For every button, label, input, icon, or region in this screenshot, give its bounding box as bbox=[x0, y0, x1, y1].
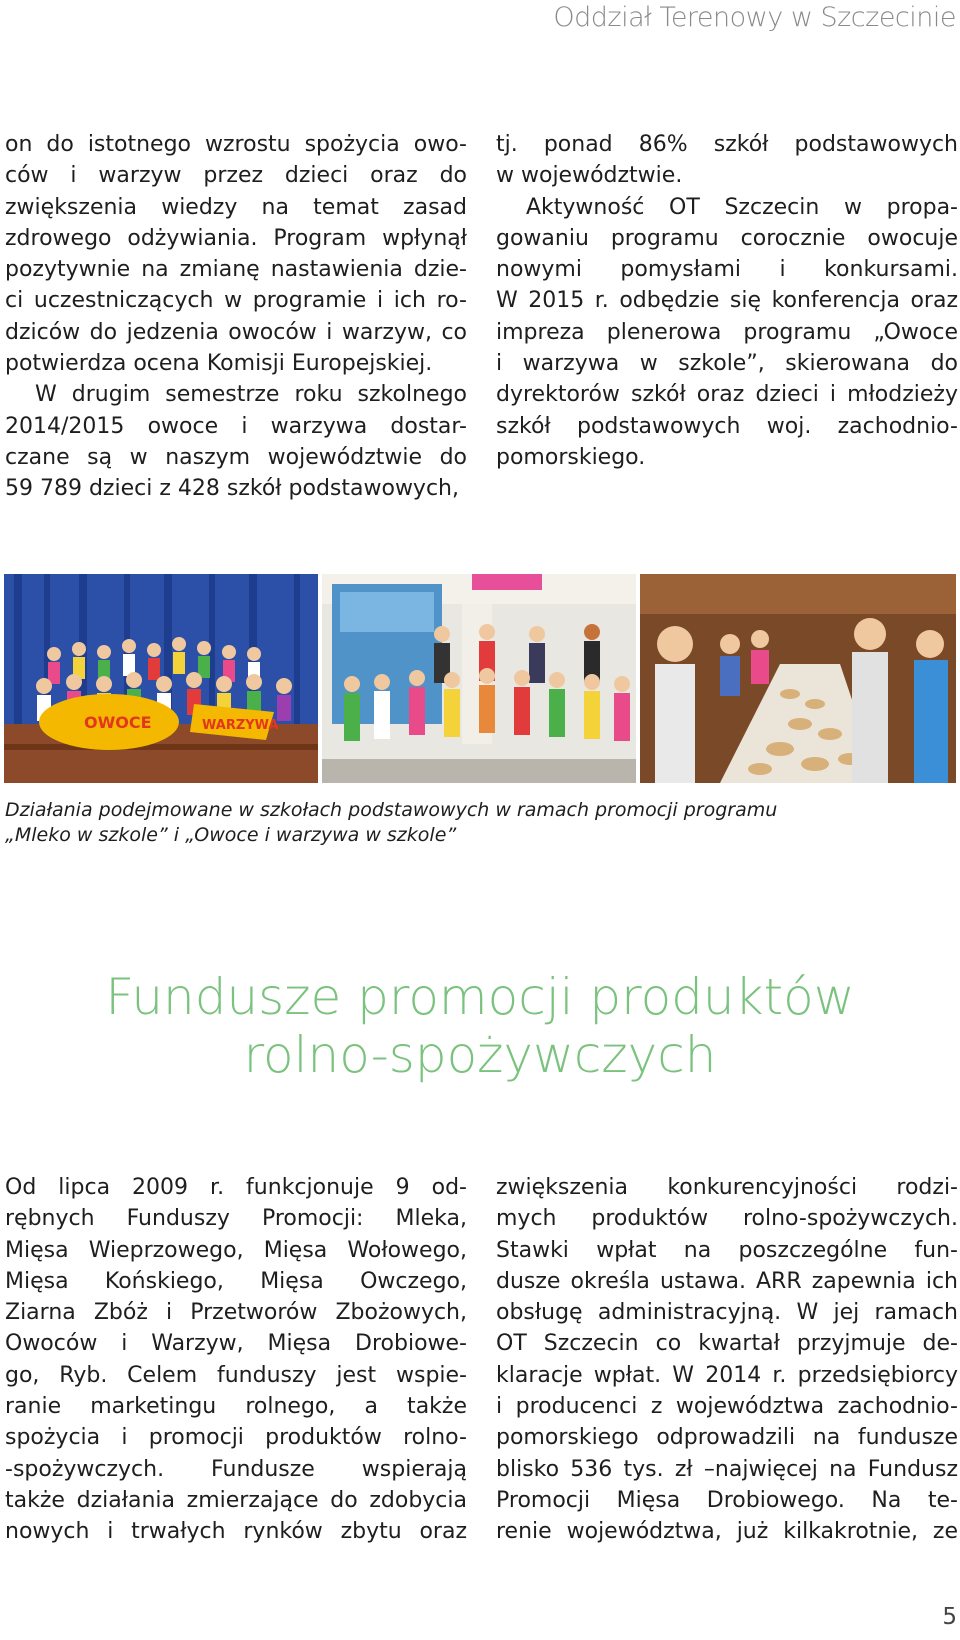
section-title bbox=[0, 968, 960, 1084]
top-right-column bbox=[496, 129, 958, 473]
text-line: dusze określa ustawa. ARR zapewnia ich bbox=[496, 1268, 958, 1294]
text-line: klaracje wpłat. W 2014 r. przedsiębiorcy bbox=[496, 1362, 958, 1388]
text-line: pozytywnie na zmianę nastawienia dzie- bbox=[5, 257, 467, 283]
text-line: ci uczestniczących w programie i ich ro- bbox=[5, 288, 467, 314]
photo-children-baking bbox=[640, 574, 956, 783]
paragraph bbox=[5, 129, 467, 379]
paragraph bbox=[496, 129, 958, 192]
text-line: ranie marketingu rolnego, a także bbox=[5, 1394, 467, 1420]
text-line: czane są w naszym województwie do bbox=[5, 444, 467, 470]
text-line: pomorskiego. bbox=[496, 444, 646, 470]
photo-children-on-stage bbox=[4, 574, 318, 783]
banner-owoce: OWOCE bbox=[84, 713, 152, 732]
text-line: -spożywczych. Fundusze wspierają bbox=[5, 1456, 467, 1482]
photo-strip bbox=[4, 574, 956, 783]
text-line: Owoców i Warzyw, Mięsa Drobiowe- bbox=[5, 1331, 467, 1357]
text-line: potwierdza ocena Komisji Europejskiej. bbox=[5, 351, 433, 377]
photo-children-with-poster-image bbox=[322, 574, 636, 783]
text-line: nowymi pomysłami i konkursami. bbox=[496, 257, 958, 283]
text-line: dyrektorów szkół oraz dzieci i młodzieży bbox=[496, 382, 958, 408]
text-line: blisko 536 tys. zł –najwięcej na Fundusz bbox=[496, 1456, 958, 1482]
text-line: Mięsa Wieprzowego, Mięsa Wołowego, bbox=[5, 1237, 467, 1263]
text-line: 59 789 dzieci z 428 szkół podstawowych, bbox=[5, 476, 459, 502]
text-line: zdrowego odżywiania. Program wpłynął bbox=[5, 225, 467, 251]
text-line: Aktywność OT Szczecin w propa- bbox=[526, 194, 958, 220]
text-line: spożycia i promocji produktów rolno- bbox=[5, 1425, 467, 1451]
text-line: W drugim semestrze roku szkolnego bbox=[35, 382, 467, 408]
text-line: Mięsa Końskiego, Mięsa Owczego, bbox=[5, 1268, 467, 1294]
text-line: Promocji Mięsa Drobiowego. Na te- bbox=[496, 1487, 958, 1513]
caption-line: Działania podejmowane w szkołach podstawowych w ramach promocji programu bbox=[5, 799, 778, 821]
text-line: ców i warzyw przez dzieci oraz do bbox=[5, 163, 467, 189]
text-line: mych produktów rolno-spożywczych. bbox=[496, 1206, 958, 1232]
top-left-column bbox=[5, 129, 467, 505]
text-line: 2014/2015 owoce i warzywa dostar- bbox=[5, 413, 467, 439]
text-line: tj. ponad 86% szkół podstawowych bbox=[496, 132, 958, 157]
text-line: nowych i trwałych rynków zbytu oraz bbox=[5, 1519, 467, 1545]
text-line: go, Ryb. Celem funduszy jest wspie- bbox=[5, 1362, 467, 1388]
running-header: Oddział Terenowy w Szczecinie bbox=[553, 2, 956, 33]
text-line: W 2015 r. odbędzie się konferencja oraz bbox=[496, 288, 958, 314]
photo-children-baking-image bbox=[640, 574, 956, 783]
photo-children-on-stage-image bbox=[4, 574, 318, 783]
text-line: rębnych Funduszy Promocji: Mleka, bbox=[5, 1206, 467, 1232]
caption-line: „Mleko w szkole” i „Owoce i warzywa w szkole” bbox=[5, 824, 457, 846]
text-line: on do istotnego wzrostu spożycia owo- bbox=[5, 132, 467, 157]
photo-caption bbox=[5, 798, 905, 848]
text-line: OT Szczecin co kwartał przyjmuje de- bbox=[496, 1331, 958, 1357]
section-title-line: Fundusze promocji produktów bbox=[105, 968, 855, 1026]
section-title-line: rolno-spożywczych bbox=[243, 1026, 717, 1084]
bottom-left-column bbox=[5, 1172, 467, 1548]
text-line: zwiększenia konkurencyjności rodzi- bbox=[496, 1175, 958, 1200]
photo-children-with-poster bbox=[322, 574, 636, 783]
text-line: dziców do jedzenia owoców i warzyw, co bbox=[5, 319, 467, 345]
paragraph bbox=[496, 192, 958, 474]
text-line: szkół podstawowych woj. zachodnio- bbox=[496, 413, 958, 439]
text-line: pomorskiego odprowadzili na fundusze bbox=[496, 1425, 958, 1451]
paragraph bbox=[5, 379, 467, 504]
text-line: impreza plenerowa programu „Owoce bbox=[496, 319, 958, 345]
text-line: w województwie. bbox=[496, 163, 683, 189]
text-line: i producenci z województwa zachodnio- bbox=[496, 1394, 958, 1420]
banner-warzywa: WARZYWA bbox=[202, 718, 279, 733]
text-line: obsługę administracyjną. W jej ramach bbox=[496, 1300, 958, 1326]
text-line: także działania zmierzające do zdobycia bbox=[5, 1487, 467, 1513]
text-line: Stawki wpłat na poszczególne fun- bbox=[496, 1237, 958, 1263]
text-line: i warzywa w szkole”, skierowana do bbox=[496, 351, 958, 377]
text-line: Ziarna Zbóż i Przetworów Zbożowych, bbox=[5, 1300, 467, 1326]
bottom-right-column bbox=[496, 1172, 958, 1548]
text-line: Od lipca 2009 r. funkcjonuje 9 od- bbox=[5, 1175, 467, 1200]
text-line: gowaniu programu corocznie owocuje bbox=[496, 225, 958, 251]
page-number: 5 bbox=[942, 1604, 957, 1630]
text-line: renie województwa, już kilkakrotnie, ze bbox=[496, 1519, 958, 1545]
text-line: zwiększenia wiedzy na temat zasad bbox=[5, 194, 467, 220]
